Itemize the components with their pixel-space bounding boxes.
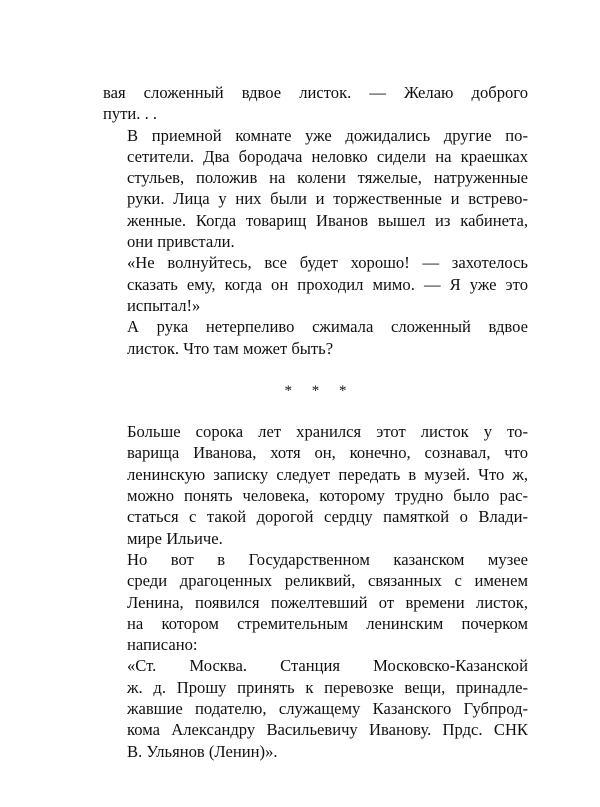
text-line: можно понять человека, которому трудно было рас- [127,486,528,506]
text-line: В приемной комнате уже дожидались другие по- [127,125,528,145]
text-line: листок. Что там может быть? [127,338,334,358]
text-line: В. Ульянов (Ленин)». [127,741,278,761]
text-line: пути. . . [103,104,158,124]
text-line: сетители. Два бородача неловко сидели на краешках [127,146,528,166]
text-line: ленинскую записку следует передать в музей. Что ж, [127,464,528,484]
text-line: ж. д. Прошу принять к перевозке вещи, принадле- [127,677,528,697]
paragraph-waiting-room [103,125,528,253]
book-page [103,82,528,762]
text-line: руки. Лица у них были и торжественные и встрево- [127,189,528,209]
text-line: они привстали. [127,232,235,252]
text-line: Но вот в Государственном казанском музее [127,549,528,569]
text-line: «Ст. Москва. Станция Московско-Казанской [127,656,528,676]
text-line: «Не волнуйтесь, все будет хорошо! — захотелось [127,253,528,273]
paragraph-note-text [103,655,528,761]
text-line: Ленина, появился пожелтевший от времени листок, [127,592,528,612]
paragraph-museum [103,549,528,655]
text-line: А рука нетерпеливо сжимала сложенный вдвое [127,317,528,337]
text-line: кома Александру Васильевичу Иванову. Прдс. СНК [127,720,528,740]
text-line: на котором стремительным ленинским почерком [127,613,528,633]
paragraph-farewell [103,82,528,125]
text-line: написано: [127,635,198,655]
text-line: среди драгоценных реликвий, связанных с именем [127,571,528,591]
text-line: женные. Когда товарищ Иванов вышел из кабинета, [127,210,528,230]
text-line: сказать ему, когда он проходил мимо. — Я уже это [127,274,528,294]
text-line: стульев, положив на колени тяжелые, натруженные [127,168,528,188]
text-line: мире Ильиче. [127,528,223,548]
paragraph-quote [103,252,528,316]
text-line: жавшие подателю, служащему Казанского Губпрод- [127,699,528,719]
paragraph-forty-years [103,421,528,549]
text-line: варища Иванова, хотя он, конечно, сознавал, что [127,443,528,463]
text-line: испытал!» [127,295,201,315]
section-separator: * * * [284,382,355,399]
paragraph-hand [103,316,528,359]
text-line: вая сложенный вдвое листок. — Желаю доброго [103,83,528,102]
text-line: статься с такой дорогой сердцу памяткой о Влади- [127,507,528,527]
text-line: Больше сорока лет хранился этот листок у то- [127,422,528,442]
